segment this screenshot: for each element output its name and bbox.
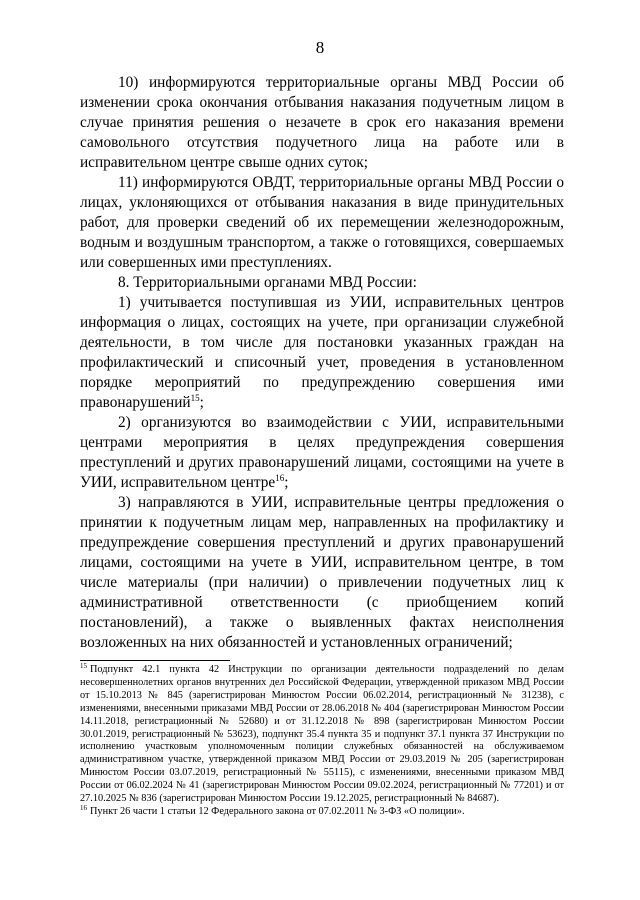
paragraph-item-2 bbox=[80, 413, 564, 493]
paragraph-text: 2) организуются во взаимодействии с УИИ, исправительными центрами мероприятия в целях предупреждения совершения преступлений и других правонарушений лицами, состоящими на учете в УИИ, исправительном центре bbox=[80, 414, 564, 491]
paragraph-item-1 bbox=[80, 293, 564, 413]
footnote-ref-15[interactable]: 15 bbox=[190, 393, 200, 403]
footnote-text: Пункт 26 части 1 статьи 12 Федерального закона от 07.02.2011 № 3-ФЗ «О полиции». bbox=[90, 805, 465, 817]
paragraph-text: 1) учитывается поступившая из УИИ, исправительных центров информация о лицах, состоящих на учете, при организации служебной деятельности, в том числе для постановки указанных граждан на профилактический и списочный учет, проведения в установленном порядке мероприятий по предупреждению совершения ими правонарушений bbox=[80, 294, 564, 411]
footnote-16 bbox=[80, 803, 564, 819]
paragraph-text: 11) информируются ОВДТ, территориальные органы МВД России о лицах, уклоняющихся от отбывания наказания в виде принудительных работ, для проверки сведений об их перемещении железнодорожным, водным и воздушным транспортом, а также о готовящихся, совершаемых или совершенных ими преступлениях. bbox=[80, 174, 564, 271]
footnote-ref-16[interactable]: 16 bbox=[275, 473, 285, 483]
footnote-number: 16 bbox=[80, 803, 87, 812]
paragraph-item-3 bbox=[80, 493, 564, 653]
paragraph-text: 3) направляются в УИИ, исправительные центры предложения о принятии к подучетным лицам мер, направленных на профилактику и предупреждение совершения преступлений и других правонарушений лицами, состоящими на учете в УИИ, исправительном центре, в том числе материалы (при наличии) о привлечении подучетных лиц к административной ответственности (с приобщением копий постановлений), а также о выявленных фактах неисполнения возложенных на них обязанностей и установленных ограничений; bbox=[80, 494, 564, 651]
footnotes bbox=[80, 664, 564, 819]
document-body bbox=[80, 73, 564, 653]
page-number: 8 bbox=[315, 38, 325, 57]
footnote-divider bbox=[80, 660, 230, 661]
paragraph-item-11 bbox=[80, 173, 564, 273]
paragraph-tail: ; bbox=[284, 474, 289, 491]
footnote-number: 15 bbox=[80, 662, 87, 670]
paragraph-text: 8. Территориальными органами МВД России: bbox=[118, 274, 417, 291]
paragraph-item-10 bbox=[80, 73, 564, 173]
paragraph-tail: ; bbox=[199, 394, 204, 411]
footnote-15 bbox=[80, 664, 564, 806]
section-8-heading bbox=[80, 273, 564, 293]
paragraph-text: 10) информируются территориальные органы МВД России об изменении срока окончания отбывания наказания подучетным лицом в случае принятия решения о незачете в срок его наказания времени самовольного отсутствия подучетного лица на работе или в исправительном центре свыше одних суток; bbox=[80, 74, 564, 171]
footnote-text: Подпункт 42.1 пункта 42 Инструкции по организации деятельности подразделений по делам несовершеннолетних органов внутренних дел Российской Федерации, утвержденной приказом МВД России от 15.10.2013 № 845 (зарегистрирован Минюстом России 06.02.2014, регистрационный № 31238), с изменениями, внесенными приказами МВД России от 28.06.2018 № 404 (зарегистрирован Минюстом России 14.11.2018, регистрационный № 52680) и от 31.12.2018 № 898 (зарегистрирован Минюстом России 30.01.2019, регистрационный № 53623), подпункт 35.4 пункта 35 и подпункт 37.1 пункта 37 Инструкции по исполнению участковым уполномоченным полиции служебных обязанностей на обслуживаемом административном участке, утвержденной приказом МВД России от 29.03.2019 № 205 (зарегистрирован Минюстом России 03.07.2019, регистрационный № 55115), с изменениями, внесенными приказом МВД России от 06.02.2024 № 41 (зарегистрирован Минюстом России 09.02.2024, регистрационный № 77201) и от 27.10.2025 № 836 (зарегистрирован Минюстом России 19.12.2025, регистрационный № 84687). bbox=[80, 664, 564, 805]
